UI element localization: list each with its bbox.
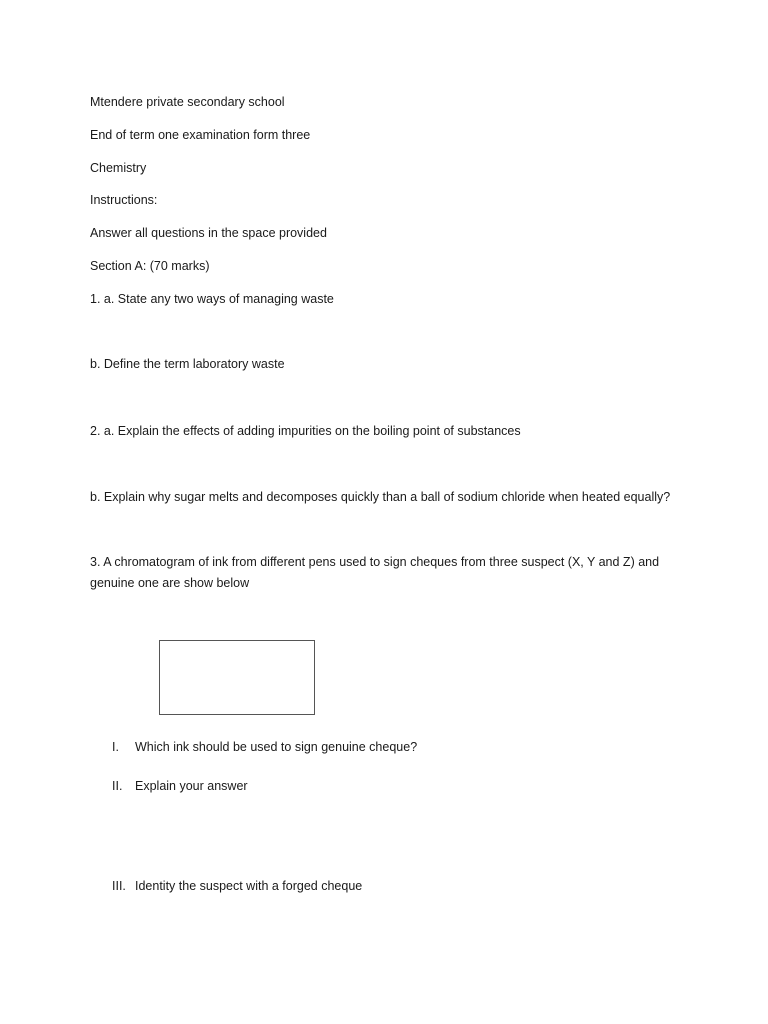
subquestion-number: III. (112, 879, 126, 893)
section-heading: Section A: (70 marks) (90, 259, 210, 273)
school-name: Mtendere private secondary school (90, 95, 285, 109)
subject-name: Chemistry (90, 161, 147, 175)
subquestion-item (112, 739, 417, 755)
question-2a: 2. a. Explain the effects of adding impurities on the boiling point of substances (90, 424, 521, 438)
instructions-label: Instructions: (90, 193, 158, 207)
question-1b: b. Define the term laboratory waste (90, 357, 285, 371)
subquestion-item (112, 778, 248, 794)
exam-title: End of term one examination form three (90, 128, 311, 142)
subquestion-item (112, 878, 362, 894)
subquestion-number: II. (112, 779, 123, 793)
subquestion-number: I. (112, 740, 119, 754)
question-3: 3. A chromatogram of ink from different pens used to sign cheques from three suspect (X, Y and Z) and genuine one are show below (90, 555, 660, 590)
chromatogram-figure (159, 640, 315, 715)
subquestion-text: Which ink should be used to sign genuine cheque? (135, 740, 418, 754)
question-1a: 1. a. State any two ways of managing waste (90, 292, 334, 306)
instructions-text: Answer all questions in the space provided (90, 226, 327, 240)
question-2b: b. Explain why sugar melts and decomposes quickly than a ball of sodium chloride when heated equally? (90, 490, 671, 504)
subquestion-text: Explain your answer (135, 779, 248, 793)
subquestion-text: Identity the suspect with a forged cheque (135, 879, 363, 893)
